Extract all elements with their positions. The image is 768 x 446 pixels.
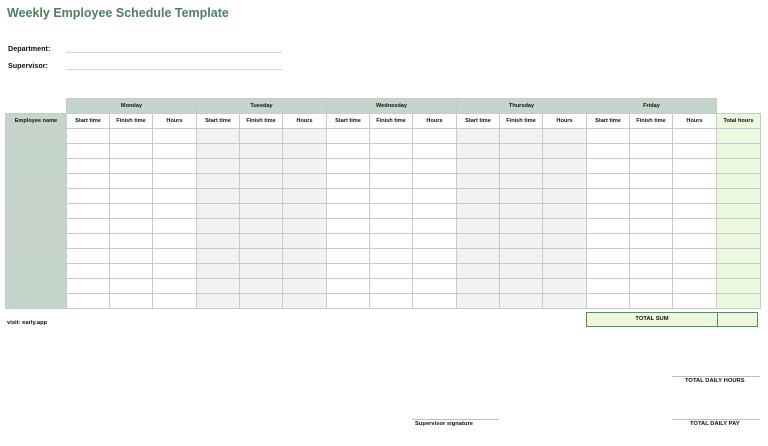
schedule-cell[interactable] bbox=[67, 234, 110, 249]
schedule-cell[interactable] bbox=[630, 279, 673, 294]
column-header-tuesday-start-time: Start time bbox=[197, 114, 240, 129]
schedule-cell[interactable] bbox=[587, 219, 630, 234]
schedule-cell[interactable] bbox=[457, 129, 500, 144]
schedule-cell[interactable] bbox=[327, 144, 370, 159]
employee-name-cell[interactable] bbox=[6, 144, 67, 159]
schedule-cell[interactable] bbox=[630, 204, 673, 219]
column-header-wednesday-hours: Hours bbox=[413, 114, 457, 129]
schedule-cell[interactable] bbox=[673, 174, 717, 189]
supervisor-signature-line bbox=[412, 419, 499, 420]
schedule-cell[interactable] bbox=[673, 219, 717, 234]
page-title: Weekly Employee Schedule Template bbox=[7, 6, 229, 20]
schedule-cell[interactable] bbox=[630, 219, 673, 234]
schedule-cell[interactable] bbox=[370, 264, 413, 279]
schedule-cell[interactable] bbox=[543, 279, 587, 294]
schedule-cell[interactable] bbox=[500, 144, 543, 159]
employee-name-cell[interactable] bbox=[6, 264, 67, 279]
column-header-tuesday-finish-time: Finish time bbox=[240, 114, 283, 129]
supervisor-field[interactable] bbox=[66, 69, 282, 70]
table-row bbox=[6, 294, 761, 309]
schedule-cell[interactable] bbox=[327, 234, 370, 249]
schedule-cell[interactable] bbox=[630, 144, 673, 159]
schedule-cell[interactable] bbox=[457, 264, 500, 279]
column-header-wednesday-start-time: Start time bbox=[327, 114, 370, 129]
schedule-cell[interactable] bbox=[457, 219, 500, 234]
schedule-cell[interactable] bbox=[543, 234, 587, 249]
schedule-cell[interactable] bbox=[327, 249, 370, 264]
schedule-cell[interactable] bbox=[197, 144, 240, 159]
schedule-cell[interactable] bbox=[457, 249, 500, 264]
schedule-cell[interactable] bbox=[67, 204, 110, 219]
schedule-cell[interactable] bbox=[110, 234, 153, 249]
total-daily-hours-line bbox=[672, 376, 760, 377]
employee-name-cell[interactable] bbox=[6, 159, 67, 174]
schedule-cell[interactable] bbox=[543, 249, 587, 264]
schedule-cell[interactable] bbox=[370, 174, 413, 189]
schedule-cell[interactable] bbox=[283, 264, 327, 279]
schedule-cell[interactable] bbox=[673, 129, 717, 144]
schedule-cell[interactable] bbox=[370, 159, 413, 174]
total-hours-cell[interactable] bbox=[717, 294, 761, 309]
schedule-cell[interactable] bbox=[587, 144, 630, 159]
schedule-cell[interactable] bbox=[240, 174, 283, 189]
schedule-cell[interactable] bbox=[110, 159, 153, 174]
schedule-cell[interactable] bbox=[457, 279, 500, 294]
schedule-cell[interactable] bbox=[457, 159, 500, 174]
total-daily-hours-label: TOTAL DAILY HOURS bbox=[685, 378, 745, 384]
schedule-cell[interactable] bbox=[500, 249, 543, 264]
schedule-cell[interactable] bbox=[197, 234, 240, 249]
schedule-cell[interactable] bbox=[110, 279, 153, 294]
schedule-cell[interactable] bbox=[67, 249, 110, 264]
schedule-cell[interactable] bbox=[327, 189, 370, 204]
schedule-cell[interactable] bbox=[543, 189, 587, 204]
schedule-cell[interactable] bbox=[327, 129, 370, 144]
schedule-cell[interactable] bbox=[110, 144, 153, 159]
schedule-cell[interactable] bbox=[110, 204, 153, 219]
schedule-cell[interactable] bbox=[413, 129, 457, 144]
schedule-cell[interactable] bbox=[370, 219, 413, 234]
day-header-thursday: Thursday bbox=[457, 99, 587, 114]
schedule-cell[interactable] bbox=[197, 204, 240, 219]
schedule-cell[interactable] bbox=[283, 159, 327, 174]
total-hours-cell[interactable] bbox=[717, 159, 761, 174]
schedule-cell[interactable] bbox=[543, 159, 587, 174]
department-field[interactable] bbox=[66, 52, 282, 53]
schedule-cell[interactable] bbox=[500, 264, 543, 279]
total-hours-cell[interactable] bbox=[717, 264, 761, 279]
schedule-cell[interactable] bbox=[327, 159, 370, 174]
schedule-cell[interactable] bbox=[413, 249, 457, 264]
schedule-cell[interactable] bbox=[673, 204, 717, 219]
schedule-cell[interactable] bbox=[67, 144, 110, 159]
schedule-cell[interactable] bbox=[197, 219, 240, 234]
schedule-cell[interactable] bbox=[67, 294, 110, 309]
schedule-cell[interactable] bbox=[67, 174, 110, 189]
day-header-wednesday: Wednesday bbox=[327, 99, 457, 114]
schedule-cell[interactable] bbox=[543, 144, 587, 159]
schedule-cell[interactable] bbox=[500, 189, 543, 204]
schedule-cell[interactable] bbox=[413, 159, 457, 174]
schedule-cell[interactable] bbox=[153, 219, 197, 234]
schedule-cell[interactable] bbox=[413, 189, 457, 204]
schedule-cell[interactable] bbox=[370, 294, 413, 309]
schedule-cell[interactable] bbox=[197, 279, 240, 294]
total-hours-header: Total hours bbox=[717, 114, 761, 129]
schedule-cell[interactable] bbox=[327, 264, 370, 279]
schedule-cell[interactable] bbox=[543, 174, 587, 189]
schedule-cell[interactable] bbox=[500, 159, 543, 174]
schedule-cell[interactable] bbox=[110, 174, 153, 189]
schedule-cell[interactable] bbox=[630, 234, 673, 249]
schedule-cell[interactable] bbox=[673, 234, 717, 249]
employee-name-cell[interactable] bbox=[6, 129, 67, 144]
schedule-cell[interactable] bbox=[543, 219, 587, 234]
schedule-cell[interactable] bbox=[413, 174, 457, 189]
employee-name-cell[interactable] bbox=[6, 189, 67, 204]
schedule-cell[interactable] bbox=[457, 189, 500, 204]
visit-link[interactable]: visit: early.app bbox=[7, 320, 48, 326]
table-row bbox=[6, 159, 761, 174]
schedule-cell[interactable] bbox=[587, 234, 630, 249]
column-header-friday-start-time: Start time bbox=[587, 114, 630, 129]
schedule-cell[interactable] bbox=[587, 174, 630, 189]
schedule-cell[interactable] bbox=[153, 204, 197, 219]
schedule-cell[interactable] bbox=[240, 249, 283, 264]
schedule-cell[interactable] bbox=[240, 264, 283, 279]
employee-name-cell[interactable] bbox=[6, 249, 67, 264]
schedule-cell[interactable] bbox=[587, 159, 630, 174]
schedule-cell[interactable] bbox=[153, 159, 197, 174]
schedule-cell[interactable] bbox=[587, 249, 630, 264]
column-header-thursday-finish-time: Finish time bbox=[500, 114, 543, 129]
schedule-cell[interactable] bbox=[283, 279, 327, 294]
table-row bbox=[6, 249, 761, 264]
total-hours-cell[interactable] bbox=[717, 189, 761, 204]
schedule-cell[interactable] bbox=[413, 204, 457, 219]
schedule-cell[interactable] bbox=[500, 174, 543, 189]
total-hours-cell[interactable] bbox=[717, 279, 761, 294]
schedule-cell[interactable] bbox=[327, 174, 370, 189]
supervisor-label: Supervisor: bbox=[8, 61, 48, 70]
schedule-cell[interactable] bbox=[197, 189, 240, 204]
schedule-cell[interactable] bbox=[67, 219, 110, 234]
table-row bbox=[6, 189, 761, 204]
schedule-cell[interactable] bbox=[240, 204, 283, 219]
schedule-cell[interactable] bbox=[283, 129, 327, 144]
schedule-cell[interactable] bbox=[500, 219, 543, 234]
schedule-cell[interactable] bbox=[240, 234, 283, 249]
schedule-cell[interactable] bbox=[543, 204, 587, 219]
employee-name-cell[interactable] bbox=[6, 234, 67, 249]
day-header-monday: Monday bbox=[67, 99, 197, 114]
total-sum-value[interactable] bbox=[718, 313, 757, 326]
column-header-monday-start-time: Start time bbox=[67, 114, 110, 129]
schedule-cell[interactable] bbox=[197, 174, 240, 189]
schedule-cell[interactable] bbox=[283, 204, 327, 219]
schedule-cell[interactable] bbox=[457, 294, 500, 309]
schedule-cell[interactable] bbox=[67, 264, 110, 279]
schedule-cell[interactable] bbox=[153, 249, 197, 264]
schedule-cell[interactable] bbox=[587, 294, 630, 309]
schedule-cell[interactable] bbox=[240, 189, 283, 204]
schedule-cell[interactable] bbox=[327, 219, 370, 234]
schedule-cell[interactable] bbox=[283, 294, 327, 309]
schedule-cell[interactable] bbox=[153, 234, 197, 249]
schedule-cell[interactable] bbox=[673, 189, 717, 204]
schedule-cell[interactable] bbox=[413, 264, 457, 279]
schedule-cell[interactable] bbox=[413, 144, 457, 159]
schedule-cell[interactable] bbox=[240, 144, 283, 159]
schedule-cell[interactable] bbox=[327, 294, 370, 309]
schedule-cell[interactable] bbox=[197, 129, 240, 144]
schedule-cell[interactable] bbox=[67, 159, 110, 174]
schedule-cell[interactable] bbox=[110, 189, 153, 204]
table-row bbox=[6, 129, 761, 144]
schedule-cell[interactable] bbox=[153, 129, 197, 144]
schedule-cell[interactable] bbox=[153, 294, 197, 309]
schedule-cell[interactable] bbox=[197, 159, 240, 174]
department-label: Department: bbox=[8, 44, 51, 53]
schedule-cell[interactable] bbox=[110, 129, 153, 144]
schedule-cell[interactable] bbox=[283, 144, 327, 159]
schedule-cell[interactable] bbox=[197, 249, 240, 264]
column-header-monday-hours: Hours bbox=[153, 114, 197, 129]
schedule-cell[interactable] bbox=[630, 264, 673, 279]
schedule-cell[interactable] bbox=[240, 219, 283, 234]
schedule-cell[interactable] bbox=[543, 264, 587, 279]
schedule-cell[interactable] bbox=[587, 204, 630, 219]
schedule-cell[interactable] bbox=[153, 144, 197, 159]
table-row bbox=[6, 144, 761, 159]
total-hours-cell[interactable] bbox=[717, 249, 761, 264]
employee-name-header: Employee name bbox=[6, 114, 67, 129]
schedule-cell[interactable] bbox=[673, 264, 717, 279]
schedule-cell[interactable] bbox=[630, 159, 673, 174]
schedule-cell[interactable] bbox=[240, 294, 283, 309]
schedule-cell[interactable] bbox=[283, 219, 327, 234]
total-hours-cell[interactable] bbox=[717, 234, 761, 249]
schedule-cell[interactable] bbox=[543, 294, 587, 309]
column-header-thursday-hours: Hours bbox=[543, 114, 587, 129]
schedule-cell[interactable] bbox=[673, 144, 717, 159]
column-header-wednesday-finish-time: Finish time bbox=[370, 114, 413, 129]
schedule-cell[interactable] bbox=[110, 294, 153, 309]
schedule-cell[interactable] bbox=[630, 294, 673, 309]
schedule-cell[interactable] bbox=[457, 204, 500, 219]
schedule-table bbox=[5, 98, 761, 309]
schedule-cell[interactable] bbox=[673, 159, 717, 174]
employee-name-cell[interactable] bbox=[6, 204, 67, 219]
schedule-cell[interactable] bbox=[153, 189, 197, 204]
table-row bbox=[6, 219, 761, 234]
schedule-cell[interactable] bbox=[457, 234, 500, 249]
schedule-cell[interactable] bbox=[500, 294, 543, 309]
schedule-cell[interactable] bbox=[370, 249, 413, 264]
schedule-cell[interactable] bbox=[500, 234, 543, 249]
schedule-cell[interactable] bbox=[413, 294, 457, 309]
schedule-cell[interactable] bbox=[240, 129, 283, 144]
schedule-cell[interactable] bbox=[413, 279, 457, 294]
total-hours-cell[interactable] bbox=[717, 204, 761, 219]
column-header-friday-finish-time: Finish time bbox=[630, 114, 673, 129]
schedule-cell[interactable] bbox=[153, 279, 197, 294]
schedule-cell[interactable] bbox=[500, 129, 543, 144]
schedule-cell[interactable] bbox=[587, 279, 630, 294]
blank-corner-right bbox=[717, 99, 761, 114]
schedule-cell[interactable] bbox=[500, 279, 543, 294]
schedule-cell[interactable] bbox=[587, 189, 630, 204]
total-daily-pay-line bbox=[672, 419, 760, 420]
schedule-cell[interactable] bbox=[413, 219, 457, 234]
total-hours-cell[interactable] bbox=[717, 174, 761, 189]
total-sum-label: TOTAL SUM bbox=[587, 313, 718, 326]
table-row bbox=[6, 204, 761, 219]
schedule-cell[interactable] bbox=[630, 174, 673, 189]
schedule-cell[interactable] bbox=[240, 279, 283, 294]
column-header-tuesday-hours: Hours bbox=[283, 114, 327, 129]
schedule-cell[interactable] bbox=[673, 294, 717, 309]
schedule-cell[interactable] bbox=[283, 234, 327, 249]
schedule-cell[interactable] bbox=[67, 279, 110, 294]
column-header-thursday-start-time: Start time bbox=[457, 114, 500, 129]
schedule-cell[interactable] bbox=[673, 249, 717, 264]
schedule-cell[interactable] bbox=[500, 204, 543, 219]
column-header-friday-hours: Hours bbox=[673, 114, 717, 129]
schedule-cell[interactable] bbox=[587, 129, 630, 144]
blank-corner bbox=[6, 99, 67, 114]
schedule-cell[interactable] bbox=[327, 204, 370, 219]
schedule-cell[interactable] bbox=[630, 189, 673, 204]
schedule-cell[interactable] bbox=[283, 189, 327, 204]
supervisor-signature-label: Supervisor signature bbox=[415, 421, 473, 427]
schedule-cell[interactable] bbox=[543, 129, 587, 144]
table-row bbox=[6, 279, 761, 294]
employee-name-cell[interactable] bbox=[6, 219, 67, 234]
schedule-cell[interactable] bbox=[110, 249, 153, 264]
schedule-cell[interactable] bbox=[587, 264, 630, 279]
schedule-cell[interactable] bbox=[67, 129, 110, 144]
schedule-cell[interactable] bbox=[153, 174, 197, 189]
schedule-cell[interactable] bbox=[110, 219, 153, 234]
employee-name-cell[interactable] bbox=[6, 174, 67, 189]
schedule-cell[interactable] bbox=[110, 264, 153, 279]
schedule-cell[interactable] bbox=[370, 204, 413, 219]
schedule-cell[interactable] bbox=[370, 279, 413, 294]
schedule-cell[interactable] bbox=[457, 144, 500, 159]
column-header-monday-finish-time: Finish time bbox=[110, 114, 153, 129]
schedule-cell[interactable] bbox=[630, 249, 673, 264]
total-hours-cell[interactable] bbox=[717, 219, 761, 234]
schedule-cell[interactable] bbox=[197, 264, 240, 279]
schedule-cell[interactable] bbox=[327, 279, 370, 294]
table-row bbox=[6, 234, 761, 249]
schedule-cell[interactable] bbox=[153, 264, 197, 279]
day-header-tuesday: Tuesday bbox=[197, 99, 327, 114]
total-hours-cell[interactable] bbox=[717, 129, 761, 144]
total-daily-pay-label: TOTAL DAILY PAY bbox=[690, 421, 740, 427]
schedule-cell[interactable] bbox=[283, 174, 327, 189]
schedule-cell[interactable] bbox=[370, 189, 413, 204]
employee-name-cell[interactable] bbox=[6, 279, 67, 294]
schedule-cell[interactable] bbox=[413, 234, 457, 249]
schedule-cell[interactable] bbox=[370, 129, 413, 144]
total-hours-cell[interactable] bbox=[717, 144, 761, 159]
table-row bbox=[6, 264, 761, 279]
schedule-cell[interactable] bbox=[240, 159, 283, 174]
schedule-cell[interactable] bbox=[370, 234, 413, 249]
schedule-cell[interactable] bbox=[283, 249, 327, 264]
total-sum-box bbox=[586, 312, 758, 327]
schedule-cell[interactable] bbox=[673, 279, 717, 294]
table-row bbox=[6, 174, 761, 189]
schedule-cell[interactable] bbox=[197, 294, 240, 309]
schedule-cell[interactable] bbox=[630, 129, 673, 144]
schedule-cell[interactable] bbox=[67, 189, 110, 204]
schedule-cell[interactable] bbox=[370, 144, 413, 159]
employee-name-cell[interactable] bbox=[6, 294, 67, 309]
day-header-friday: Friday bbox=[587, 99, 717, 114]
schedule-cell[interactable] bbox=[457, 174, 500, 189]
